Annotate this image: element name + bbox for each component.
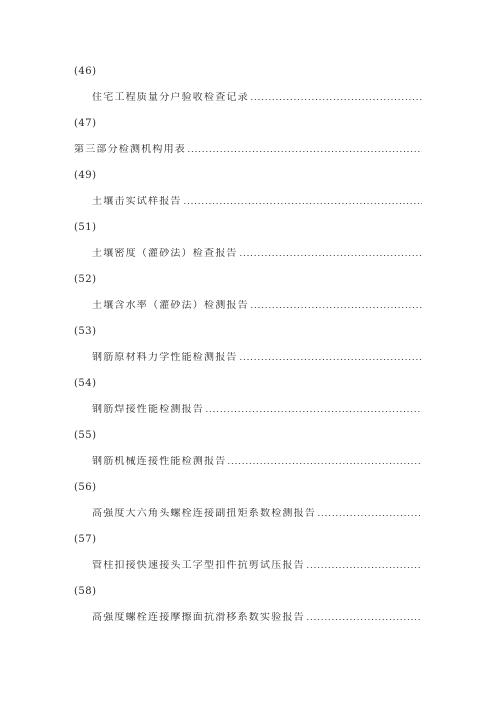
toc-entry-title: 住宅工程质量分户验收检查记录 xyxy=(92,92,249,103)
toc-entry-title: 管柱扣接快速接头工字型扣件抗剪试压报告 xyxy=(92,560,305,571)
toc-entry[interactable] xyxy=(92,612,422,624)
toc-entry-title: 高强度螺栓连接摩擦面抗滑移系数实验报告 xyxy=(92,612,305,623)
toc-entry-title: 高强度大六角头螺栓连接副扭矩系数检测报告 xyxy=(92,508,316,519)
toc-section-title: 第三部分检测机构用表 xyxy=(74,144,186,155)
dot-leader xyxy=(306,618,422,621)
toc-entry[interactable] xyxy=(92,456,422,468)
dot-leader xyxy=(239,254,422,257)
toc-entry[interactable] xyxy=(92,508,422,520)
page-number: (52) xyxy=(74,274,97,285)
toc-entry[interactable] xyxy=(92,248,422,260)
toc-entry[interactable] xyxy=(92,92,422,104)
dot-leader xyxy=(317,514,422,517)
toc-entry[interactable] xyxy=(92,300,422,312)
dot-leader xyxy=(187,150,422,153)
page-number: (58) xyxy=(74,586,97,597)
dot-leader xyxy=(239,358,422,361)
toc-entry-title: 钢筋焊接性能检测报告 xyxy=(92,404,204,415)
toc-entry[interactable] xyxy=(74,144,422,156)
dot-leader xyxy=(250,98,422,101)
page-number: (54) xyxy=(74,378,97,389)
page-number: (49) xyxy=(74,170,97,181)
page-number: (51) xyxy=(74,222,97,233)
toc-entry-title: 钢筋原材料力学性能检测报告 xyxy=(92,352,238,363)
toc-entry[interactable] xyxy=(92,196,422,208)
dot-leader xyxy=(250,306,422,309)
page-number: (47) xyxy=(74,118,97,129)
page-number: (46) xyxy=(74,66,97,77)
page-number: (56) xyxy=(74,482,97,493)
dot-leader xyxy=(205,410,422,413)
page-number: (55) xyxy=(74,430,97,441)
toc-entry[interactable] xyxy=(92,560,422,572)
dot-leader xyxy=(306,566,422,569)
page-number: (53) xyxy=(74,326,97,337)
toc-entry[interactable] xyxy=(92,404,422,416)
page-number: (57) xyxy=(74,534,97,545)
toc-entry-title: 土壤密度（灌砂法）检查报告 xyxy=(92,248,238,259)
dot-leader xyxy=(227,462,422,465)
toc-entry-title: 钢筋机械连接性能检测报告 xyxy=(92,456,227,467)
toc-entry[interactable] xyxy=(92,352,422,364)
dot-leader xyxy=(183,202,422,205)
toc-entry-title: 土壤击实试样报告 xyxy=(92,196,182,207)
toc-entry-title: 土壤含水率（灌砂法）检测报告 xyxy=(92,300,249,311)
